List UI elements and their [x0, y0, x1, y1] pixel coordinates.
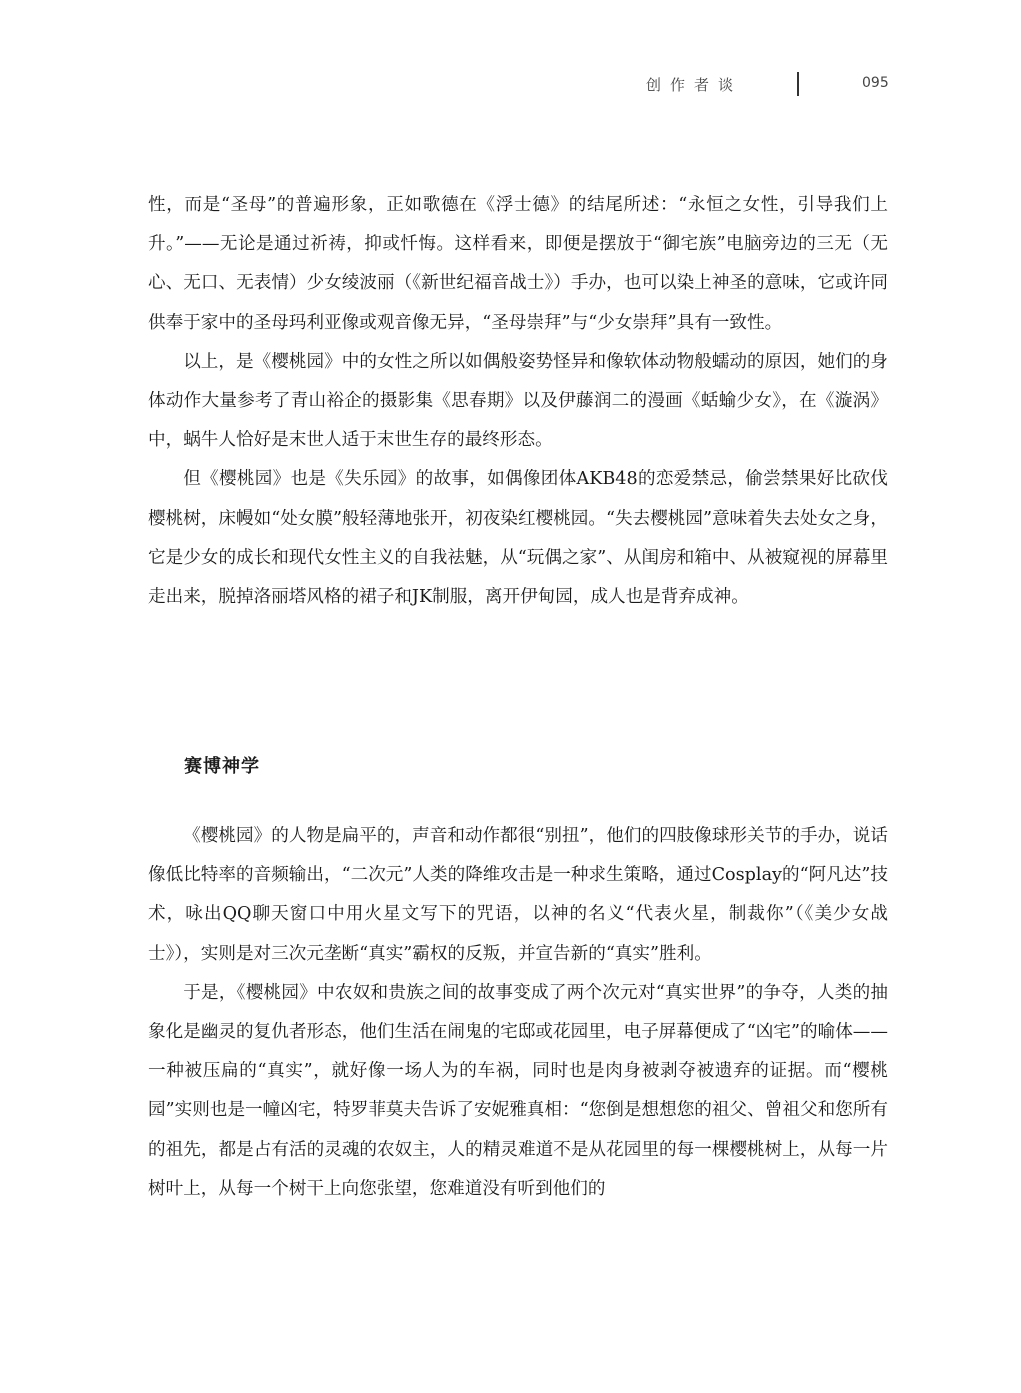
- paragraph: 于是，《樱桃园》中农奴和贵族之间的故事变成了两个次元对“真实世界”的争夺，人类的抽象化是幽灵的复仇者形态，他们生活在闹鬼的宅邸或花园里，电子屏幕便成了“凶宅”的喻体——一种被压扁的“真实”，就好像一场人为的车祸，同时也是肉身被剥夺被遗弃的证据。而“樱桃园”实则也是一幢凶宅，特罗菲莫夫告诉了安妮雅真相：“您倒是想想您的祖父、曾祖父和您所有的祖先，都是占有活的灵魂的农奴主，人的精灵难道不是从花园里的每一棵樱桃树上，从每一片树叶上，从每一个树干上向您张望，您难道没有听到他们的: [148, 982, 888, 1199]
- header-divider: [797, 72, 799, 96]
- text-block-2: [148, 817, 888, 1209]
- paragraph: 性，而是“圣母”的普遍形象，正如歌德在《浮士德》的结尾所述：“永恒之女性，引导我们上升。”——无论是通过祈祷，抑或忏悔。这样看来，即便是摆放于“御宅族”电脑旁边的三无（无心、无口、无表情）少女绫波丽（《新世纪福音战士》）手办，也可以染上神圣的意味，它或许同供奉于家中的圣母玛利亚像或观音像无异，“圣母崇拜”与“少女崇拜”具有一致性。: [148, 195, 888, 333]
- section-title: 创作者谈: [646, 76, 743, 94]
- paragraph: 《樱桃园》的人物是扁平的，声音和动作都很“别扭”，他们的四肢像球形关节的手办，说话像低比特率的音频输出，“二次元”人类的降维攻击是一种求生策略，通过Cosplay的“阿凡达”技术，咏出QQ聊天窗口中用火星文写下的咒语，以神的名义“代表火星，制裁你”（《美少女战士》），实则是对三次元垄断“真实”霸权的反叛，并宣告新的“真实”胜利。: [148, 826, 888, 964]
- section-heading: 赛博神学: [184, 756, 260, 777]
- page-number: 095: [862, 75, 889, 91]
- paragraph: 但《樱桃园》也是《失乐园》的故事，如偶像团体AKB48的恋爱禁忌，偷尝禁果好比砍伐樱桃树，床幔如“处女膜”般轻薄地张开，初夜染红樱桃园。“失去樱桃园”意味着失去处女之身，它是少女的成长和现代女性主义的自我祛魅，从“玩偶之家”、从闺房和箱中、从被窥视的屏幕里走出来，脱掉洛丽塔风格的裙子和JK制服，离开伊甸园，成人也是背弃成神。: [148, 469, 888, 608]
- running-header: [0, 72, 1021, 102]
- paragraph: 以上，是《樱桃园》中的女性之所以如偶般姿势怪异和像软体动物般蠕动的原因，她们的身体动作大量参考了青山裕企的摄影集《思春期》以及伊藤润二的漫画《蛞蝓少女》，在《漩涡》中，蜗牛人恰好是末世人适于末世生存的最终形态。: [148, 351, 888, 451]
- text-block-1: [148, 186, 888, 617]
